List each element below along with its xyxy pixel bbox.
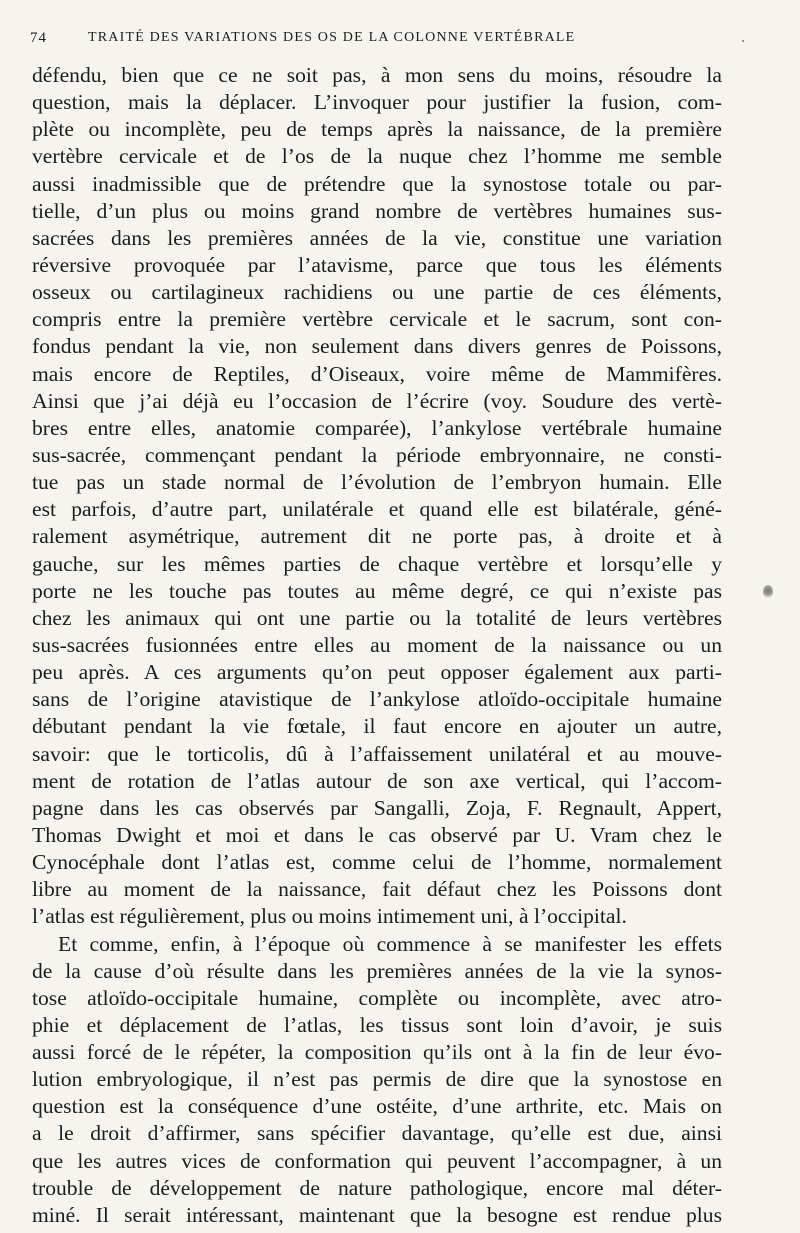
text-line: que les autres vices de conformation qui peuvent l’accompagner, à un — [32, 1148, 722, 1173]
text-line: a le droit d’affirmer, sans spécifier davantage, qu’elle est due, ainsi — [32, 1121, 722, 1146]
text-line: peu après. A ces arguments qu’on peut opposer également aux parti- — [32, 660, 722, 685]
text-line: tue pas un stade normal de l’évolution de l’embryon humain. Elle — [32, 470, 722, 495]
text-line: sus-sacrées fusionnées entre elles au moment de la naissance ou un — [32, 632, 722, 657]
text-line: sus-sacrée, commençant pendant la période embryonnaire, ne consti- — [32, 442, 722, 467]
text-line: savoir: que le torticolis, dû à l’affaissement unilatéral et au mouve- — [32, 741, 722, 766]
text-line: porte ne les touche pas toutes au même degré, ce qui n’existe pas — [32, 578, 722, 603]
text-line: phie et déplacement de l’atlas, les tissus sont loin d’avoir, je suis — [32, 1012, 722, 1037]
text-line: mais encore de Reptiles, d’Oiseaux, voire même de Mammifères. — [32, 361, 722, 386]
text-line: aussi inadmissible que de prétendre que la synostose totale ou par- — [32, 171, 722, 196]
text-line: fondus pendant la vie, non seulement dans divers genres de Poissons, — [32, 334, 722, 359]
running-head — [30, 30, 730, 52]
text-line: Cynocéphale dont l’atlas est, comme celui de l’homme, normalement — [32, 850, 722, 875]
text-line: sacrées dans les premières années de la vie, constitue une variation — [32, 225, 722, 250]
text-line-paragraph-end: l’atlas est régulièrement, plus ou moins intimement uni, à l’occipital. — [32, 904, 627, 929]
text-line: lution embryologique, il n’est pas permis de dire que la synostose en — [32, 1067, 722, 1092]
text-line: défendu, bien que ce ne soit pas, à mon sens du moins, résoudre la — [32, 63, 722, 87]
body-text — [32, 62, 722, 1229]
text-line: débutant pendant la vie fœtale, il faut encore en ajouter un autre, — [32, 714, 722, 739]
text-line: tielle, d’un plus ou moins grand nombre de vertèbres humaines sus- — [32, 198, 722, 223]
text-line: tose atloïdo-occipitale humaine, complète ou incomplète, avec atro- — [32, 985, 722, 1010]
text-line: question, mais la déplacer. L’invoquer pour justifier la fusion, com- — [32, 90, 722, 115]
margin-ink-blot — [763, 585, 773, 599]
text-line: ment de rotation de l’atlas autour de son axe vertical, qui l’accom- — [32, 768, 722, 793]
text-line: de la cause d’où résulte dans les premières années de la vie la synos- — [32, 958, 722, 983]
text-line: pagne dans les cas observés par Sangalli, Zoja, F. Regnault, Appert, — [32, 795, 722, 820]
text-line: trouble de développement de nature pathologique, encore mal déter- — [32, 1175, 722, 1200]
text-line: libre au moment de la naissance, fait défaut chez les Poissons dont — [32, 877, 722, 902]
running-head-title: TRAITÉ DES VARIATIONS DES OS DE LA COLONNE VERTÉBRALE — [88, 30, 576, 45]
stray-ink-dot — [742, 40, 744, 42]
text-line: vertèbre cervicale et de l’os de la nuque chez l’homme me semble — [32, 144, 722, 169]
text-line: sans de l’origine atavistique de l’ankylose atloïdo-occipitale humaine — [32, 687, 722, 712]
text-line: est parfois, d’autre part, unilatérale et quand elle est bilatérale, géné- — [32, 497, 722, 522]
text-line: ralement asymétrique, autrement dit ne porte pas, à droite et à — [32, 524, 722, 549]
text-line: Ainsi que j’ai déjà eu l’occasion de l’écrire (voy. Soudure des vertè- — [32, 388, 722, 413]
text-line: Thomas Dwight et moi et dans le cas observé par U. Vram chez le — [32, 822, 722, 847]
text-line: compris entre la première vertèbre cervicale et le sacrum, sont con- — [32, 307, 722, 332]
text-line: aussi forcé de le répéter, la composition qu’ils ont à la fin de leur évo- — [32, 1040, 722, 1065]
text-line: gauche, sur les mêmes parties de chaque vertèbre et lorsqu’elle y — [32, 551, 722, 576]
text-line: chez les animaux qui ont une partie ou la totalité de leurs vertèbres — [32, 605, 722, 630]
text-line: miné. Il serait intéressant, maintenant que la besogne est rendue plus — [32, 1202, 722, 1227]
text-line: question est la conséquence d’une ostéite, d’une arthrite, etc. Mais on — [32, 1094, 722, 1119]
text-line: bres entre elles, anatomie comparée), l’ankylose vertébrale humaine — [32, 415, 722, 440]
text-line: réversive provoquée par l’atavisme, parce que tous les éléments — [32, 252, 722, 277]
text-line: plète ou incomplète, peu de temps après la naissance, de la première — [32, 117, 722, 142]
text-line: osseux ou cartilagineux rachidiens ou une partie de ces éléments, — [32, 280, 722, 305]
page-number: 74 — [30, 30, 47, 46]
text-line-paragraph-start: Et comme, enfin, à l’époque où commence à se manifester les effets — [58, 931, 722, 956]
